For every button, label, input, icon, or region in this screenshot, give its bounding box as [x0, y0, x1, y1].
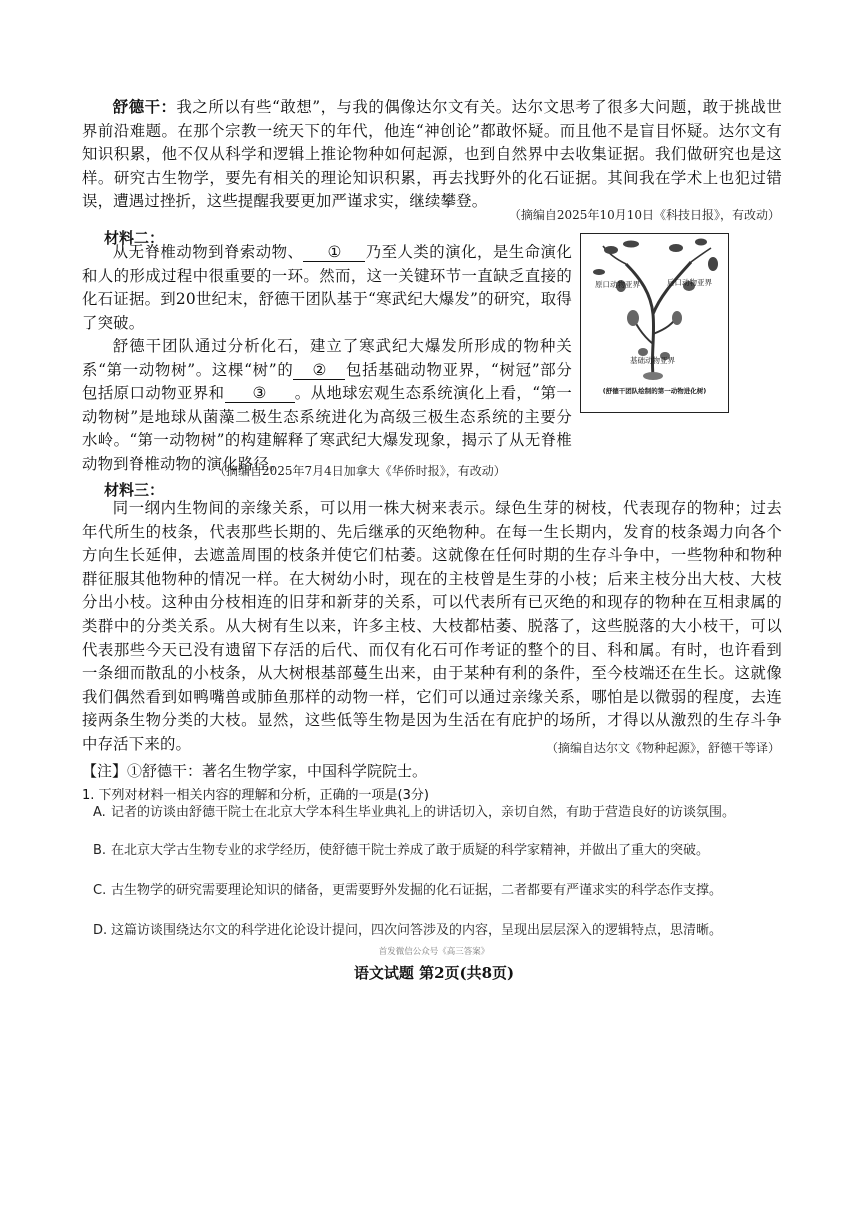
blank-2: ②: [293, 361, 345, 380]
material1-text: 我之所以有些“敢想”，与我的偶像达尔文有关。达尔文思考了很多大问题，敢于挑战世界前沿难题。在那个宗教一统天下的年代，他连“神创论”都敢怀疑。而且他不是盲目怀疑。达尔文有知识积累，他不仅从科学和逻辑上推论物种如何起源，也到自然界中去收集证据。我们做研究也是这样。研究古生物学，要先有相关的理论知识积累，再去找野外的化石证据。其间我在学术上也犯过错误，遭遇过挫折，这些提醒我要更加严谨求实，继续攀登。: [82, 98, 782, 211]
m2-p2-a: 舒德干团队通过分析化石，建立了寒武纪大爆发所形成的物种关系“第一动物树”。这棵“树”的: [82, 337, 572, 379]
option-a[interactable]: [93, 802, 783, 824]
m2-p2-b: 包括基础动物亚界，“树冠”部分包括原口动物亚界和: [82, 360, 572, 403]
blank-3: ③: [225, 384, 295, 403]
option-label: B.: [93, 843, 107, 858]
label-protostome: 原口动物亚界: [595, 280, 640, 289]
page-footer: 语文试题 第2页(共8页): [353, 964, 515, 982]
material1-paragraph: [82, 96, 782, 214]
label-deuterostome: 后口动物亚界: [667, 278, 712, 287]
option-label: A.: [93, 805, 106, 820]
option-text: 古生物学的研究需要理论知识的储备，更需要野外发掘的化石证据，二者都要有严谨求实的科学态作支撑。: [111, 883, 723, 898]
option-label: C.: [93, 883, 107, 898]
material3-source: （摘编自达尔文《物种起源》，舒德干等译）: [545, 741, 780, 755]
footnote: 【注】①舒德干：著名生物学家，中国科学院院士。: [82, 762, 428, 780]
question-stem: 1. 下列对材料一相关内容的理解和分析，正确的一项是(3分): [82, 788, 429, 803]
option-text: 在北京大学古生物专业的求学经历，使舒德干院士养成了敢于质疑的科学家精神，并做出了重大的突破。: [111, 843, 710, 858]
material2-heading: 材料二：: [104, 229, 165, 247]
option-text: 这篇访谈围绕达尔文的科学进化论设计提问，四次问答涉及的内容，呈现出层层深入的逻辑特点，思清晰。: [111, 923, 723, 938]
m2-p1-a: 从无脊椎动物到脊索动物、: [112, 243, 304, 261]
option-b[interactable]: [93, 840, 783, 862]
material2-paragraph1: [82, 241, 572, 335]
material3-heading: 材料三：: [104, 481, 165, 499]
option-label: D.: [93, 923, 108, 938]
animal-tree-figure: [580, 233, 729, 413]
material1-source: （摘编自2025年10月10日《科技日报》，有改动）: [508, 208, 780, 222]
speaker-label: 舒德干：: [112, 98, 177, 116]
m2-p1-b: 乃至人类的演化，是生命演化和人的形成过程中很重要的一环。然而，这一关键环节一直缺乏直接的化石证据。到20世纪末，舒德干团队基于“寒武纪大爆发”的研究，取得了突破。: [82, 243, 572, 332]
option-c[interactable]: [93, 880, 783, 902]
material3-paragraph: 同一纲内生物间的亲缘关系，可以用一株大树来表示。绿色生芽的树枝，代表现存的物种；过去年代所生的枝条，代表那些长期的、先后继承的灭绝物种。在每一生长期内，发育的枝条竭力向各个方向生长延伸，去遮盖周围的枝条并使它们枯萎。这就像在任何时期的生存斗争中，一些物种和物种群征服其他物种的情况一样。在大树幼小时，现在的主枝曾是生芽的小枝；后来主枝分出大枝、大枝分出小枝。这种由分枝相连的旧芽和新芽的关系，可以代表所有已灭绝的和现存的物种在互相隶属的类群中的分类关系。从大树有生以来，许多主枝、大枝都枯萎、脱落了，这些脱落的大小枝干，可以代表那些今天已没有遗留下存活的后代、而仅有化石可作考证的整个的目、科和属。有时，也许看到一条细而散乱的小枝条，从大树根基部蔓生出来，由于某种有利的条件，至今枝端还在生长。这就像我们偶然看到如鸭嘴兽或肺鱼那样的动物一样，它们可以通过亲缘关系，哪怕是以微弱的程度，去连接两条生物分类的大枝。显然，这些低等生物是因为生活在有庇护的场所，才得以从激烈的生存斗争中存活下来的。: [82, 499, 782, 753]
material2-source: （摘编自2025年7月4日加拿大《华侨时报》，有改动）: [214, 464, 506, 478]
option-d[interactable]: [93, 920, 783, 942]
m2-p2-c: 。从地球宏观生态系统演化上看，“第一动物树”是地球从菌藻二极生态系统进化为高级三极生态系统的主要分水岭。“第一动物树”的构建解释了寒武纪大爆发现象，揭示了从无脊椎动物到脊椎动物的演化路径。: [82, 384, 572, 473]
label-basal: 基础动物亚界: [630, 356, 675, 365]
material2-paragraph2: [82, 335, 572, 477]
blank-1: ①: [303, 243, 365, 262]
option-text: 记者的访谈由舒德干院士在北京大学本科生毕业典礼上的讲话切入，亲切自然，有助于营造良好的访谈氛围。: [111, 805, 736, 820]
figure-caption: (舒德干团队绘制的第一动物进化树): [602, 387, 707, 395]
watermark-text: 首发微信公众号《高三答案》: [378, 947, 490, 957]
